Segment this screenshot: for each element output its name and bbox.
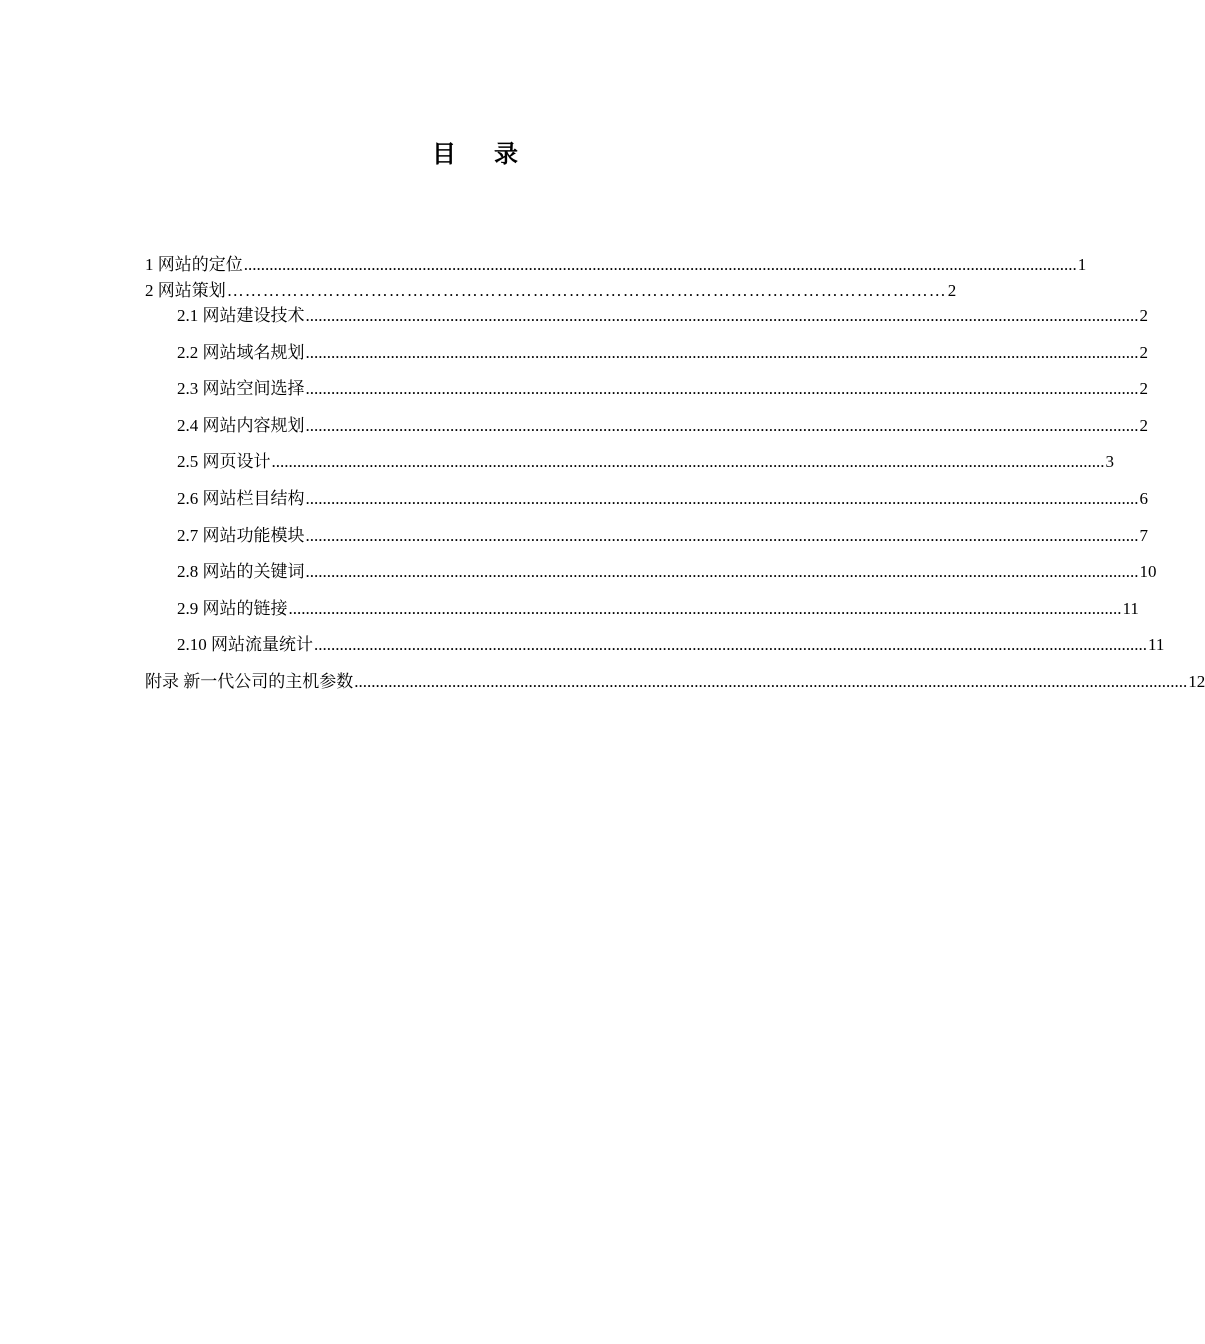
dot-leader: ....................................................................................................................................................................................................	[305, 306, 1139, 325]
toc-entry-2-6[interactable]	[177, 487, 1148, 511]
toc-entry-2[interactable]	[145, 279, 957, 303]
toc-entry-2-5[interactable]	[177, 450, 1114, 474]
toc-entry-2-4[interactable]	[177, 414, 1148, 438]
toc-entry-2-1[interactable]	[177, 304, 1148, 328]
toc-entry-page: 11	[1122, 599, 1139, 618]
toc-entry-label: 2.7 网站功能模块	[177, 526, 305, 545]
toc-entry-2-2[interactable]	[177, 341, 1148, 365]
dot-leader: ....................................................................................................................................................................................................	[314, 635, 1147, 654]
toc-entry-label: 2.1 网站建设技术	[177, 306, 305, 325]
toc-entry-page: 2	[1139, 416, 1148, 435]
toc-title	[0, 134, 950, 169]
dot-leader: ....................................................................................................................................................................................................	[305, 379, 1139, 398]
toc-entry-page: 10	[1139, 562, 1157, 581]
toc-entry-label: 2.2 网站域名规划	[177, 343, 305, 362]
dot-leader: …………………………………………………………………………………………………………	[226, 281, 947, 300]
toc-entry-2-7[interactable]	[177, 524, 1148, 548]
toc-title-char: 目	[432, 142, 456, 168]
toc-entry-2-10[interactable]	[177, 633, 1165, 657]
toc-entry-label: 2.9 网站的链接	[177, 599, 288, 618]
toc-entry-page: 11	[1148, 635, 1165, 654]
toc-entry-label: 2.3 网站空间选择	[177, 379, 305, 398]
toc-entry-label: 附录 新一代公司的主机参数	[145, 672, 354, 691]
toc-entry-label: 2 网站策划	[145, 281, 226, 300]
toc-entry-2-9[interactable]	[177, 597, 1139, 621]
toc-entry-page: 1	[1077, 255, 1087, 274]
dot-leader: ....................................................................................................................................................................................................	[305, 526, 1139, 545]
toc-entry-page: 2	[947, 281, 957, 300]
toc-entry-label: 2.8 网站的关键词	[177, 562, 305, 581]
toc-entry-page: 12	[1188, 672, 1205, 691]
toc-entry-page: 2	[1139, 343, 1148, 362]
toc-entry-appendix[interactable]	[145, 670, 1205, 694]
dot-leader: ....................................................................................................................................................................................................	[305, 562, 1139, 581]
dot-leader: ....................................................................................................................................................................................................	[305, 343, 1139, 362]
dot-leader: ....................................................................................................................................................................................................	[288, 599, 1122, 618]
toc-entry-label: 2.4 网站内容规划	[177, 416, 305, 435]
toc-entry-1[interactable]	[145, 253, 1087, 277]
toc-entry-label: 1 网站的定位	[145, 255, 243, 274]
toc-entry-2-3[interactable]	[177, 377, 1148, 401]
dot-leader: ....................................................................................................................................................................................................	[271, 452, 1105, 471]
dot-leader: ....................................................................................................................................................................................................	[354, 672, 1188, 691]
toc-entry-label: 2.6 网站栏目结构	[177, 489, 305, 508]
toc-title-char: 录	[494, 142, 518, 168]
dot-leader: ....................................................................................................................................................................................................	[243, 255, 1077, 274]
toc-entry-page: 2	[1139, 306, 1148, 325]
dot-leader: ....................................................................................................................................................................................................	[305, 416, 1139, 435]
toc-entry-page: 3	[1105, 452, 1114, 471]
toc-entry-page: 7	[1139, 526, 1148, 545]
toc-entry-label: 2.5 网页设计	[177, 452, 271, 471]
dot-leader: ....................................................................................................................................................................................................	[305, 489, 1139, 508]
toc-entry-page: 2	[1139, 379, 1148, 398]
toc-entry-page: 6	[1139, 489, 1148, 508]
toc-entry-2-8[interactable]	[177, 560, 1157, 584]
toc-entry-label: 2.10 网站流量统计	[177, 635, 313, 654]
